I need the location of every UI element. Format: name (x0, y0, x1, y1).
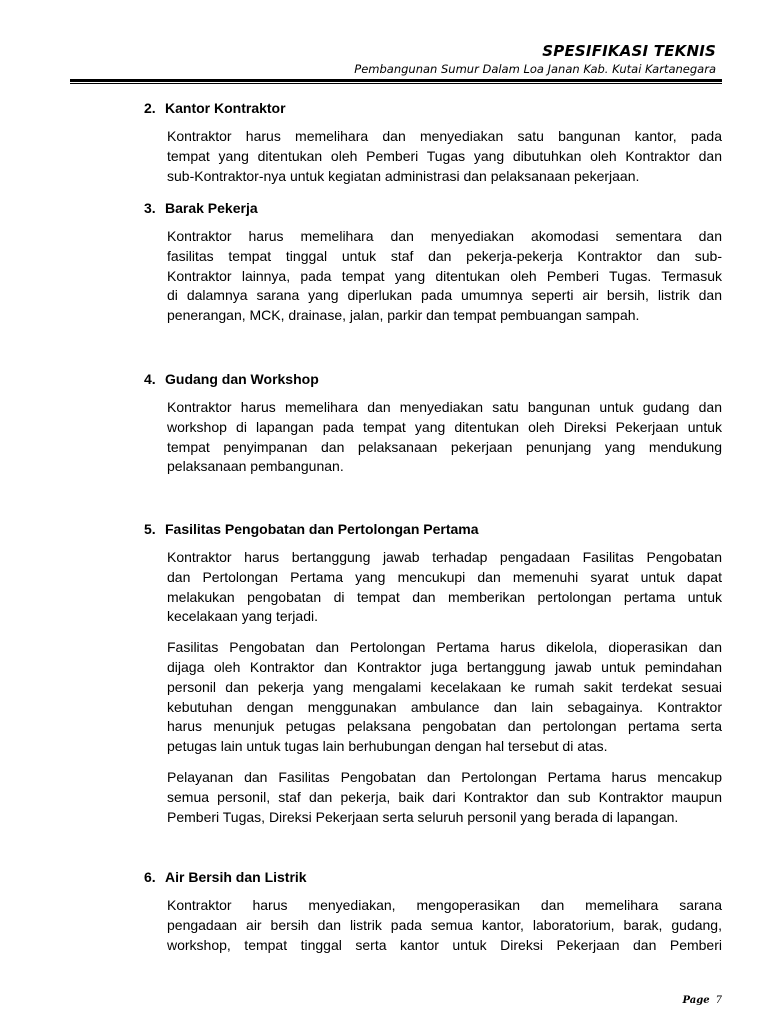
section-heading (144, 199, 722, 217)
text-line: sub-Kontraktor-nya untuk kegiatan administrasi dan pelaksanaan pekerjaan. (167, 167, 640, 184)
section-number: 4. (144, 371, 156, 387)
section-number: 5. (144, 521, 156, 537)
text-line: melakukan pengobatan di tempat dan memberikan pertolongan pertama untuk (167, 588, 722, 605)
text-line: personil dan pekerja yang mengalami kecelakaan ke rumah sakit terdekat sesuai (167, 678, 722, 695)
section-gudang-workshop (144, 370, 722, 477)
page-label: Page (682, 995, 710, 1006)
text-line: kebutuhan dengan menggunakan ambulance dan lain sebagainya. Kontraktor (167, 698, 722, 715)
text-line: Kontraktor harus bertanggung jawab terhadap pengadaan Fasilitas Pengobatan (167, 549, 722, 565)
header-divider (70, 79, 722, 84)
text-line: Pemberi Tugas, Direksi Pekerjaan serta seluruh personil yang berada di lapangan. (167, 808, 679, 825)
paragraph (167, 638, 722, 757)
text-line: workshop, tempat tinggal serta kantor untuk Direksi Pekerjaan dan Pemberi (167, 936, 722, 953)
paragraph (167, 127, 722, 186)
text-line: dan Pertolongan Pertama yang mencukupi dan memenuhi syarat untuk dapat (167, 568, 722, 585)
section-barak-pekerja (144, 199, 722, 326)
paragraph (167, 398, 722, 477)
page-number (683, 995, 722, 1006)
text-line: petugas lain untuk tugas lain berhubungan dengan hal tersebut di atas. (167, 738, 608, 755)
section-fasilitas-pengobatan (144, 520, 722, 827)
text-line: semua personil, staf dan pekerja, baik dari Kontraktor dan sub Kontraktor maupun (167, 788, 722, 805)
text-line: workshop di lapangan pada tempat yang ditentukan oleh Direksi Pekerjaan untuk (167, 418, 722, 435)
section-heading (144, 99, 722, 117)
text-line: Kontraktor harus memelihara dan menyediakan satu bangunan untuk gudang dan (167, 399, 722, 415)
document-title: SPESIFIKASI TEKNIS (542, 42, 716, 60)
text-line: pelaksanaan pembangunan. (167, 458, 344, 475)
section-heading (144, 370, 722, 388)
text-line: harus menunjuk petugas pelaksana pengobatan dan pertolongan pertama serta (167, 718, 722, 735)
paragraph (167, 548, 722, 627)
paragraph (167, 227, 722, 326)
section-title: Kantor Kontraktor (165, 100, 286, 116)
text-line: di dalamnya sarana yang diperlukan pada umumnya seperti air bersih, listrik dan (167, 287, 722, 304)
text-line: Kontraktor lainnya, pada tempat yang ditentukan oleh Pemberi Tugas. Termasuk (167, 267, 722, 284)
text-line: dijaga oleh Kontraktor dan Kontraktor juga bertanggung jawab untuk pemindahan (167, 658, 722, 675)
text-line: Kontraktor harus menyediakan, mengoperasikan dan memelihara sarana (167, 897, 722, 913)
text-line: fasilitas tempat tinggal untuk staf dan pekerja-pekerja Kontraktor dan sub- (167, 247, 722, 264)
section-number: 2. (144, 100, 156, 116)
text-line: Pelayanan dan Fasilitas Pengobatan dan Pertolongan Pertama harus mencakup (167, 768, 722, 785)
section-number: 3. (144, 200, 156, 216)
section-number: 6. (144, 869, 156, 885)
paragraph (167, 896, 722, 955)
text-line: tempat yang ditentukan oleh Pemberi Tugas yang dibutuhkan oleh Kontraktor dan (167, 147, 722, 164)
text-line: Kontraktor harus memelihara dan menyediakan satu bangunan kantor, pada (167, 128, 722, 144)
text-line: Fasilitas Pengobatan dan Pertolongan Pertama harus dikelola, dioperasikan dan (167, 639, 722, 656)
section-title: Gudang dan Workshop (165, 371, 319, 387)
section-heading (144, 868, 722, 886)
section-title: Air Bersih dan Listrik (165, 869, 307, 885)
text-line: penerangan, MCK, drainase, jalan, parkir dan tempat pembuangan sampah. (167, 307, 640, 324)
paragraph (167, 768, 722, 827)
text-line: tempat penyimpanan dan pelaksanaan pekerjaan penunjang yang mendukung (167, 438, 722, 455)
document-subtitle: Pembangunan Sumur Dalam Loa Janan Kab. Kutai Kartanegara (354, 62, 716, 76)
page-number-value: 7 (715, 995, 722, 1006)
section-title: Barak Pekerja (165, 200, 258, 216)
section-heading (144, 520, 722, 538)
section-air-bersih-listrik (144, 868, 722, 955)
text-line: Kontraktor harus memelihara dan menyediakan akomodasi sementara dan (167, 228, 722, 244)
section-kantor-kontraktor (144, 99, 722, 186)
text-line: pengadaan air bersih dan listrik pada semua kantor, laboratorium, barak, gudang, (167, 916, 722, 933)
text-line: kecelakaan yang terjadi. (167, 608, 318, 625)
section-title: Fasilitas Pengobatan dan Pertolongan Pertama (165, 521, 479, 537)
